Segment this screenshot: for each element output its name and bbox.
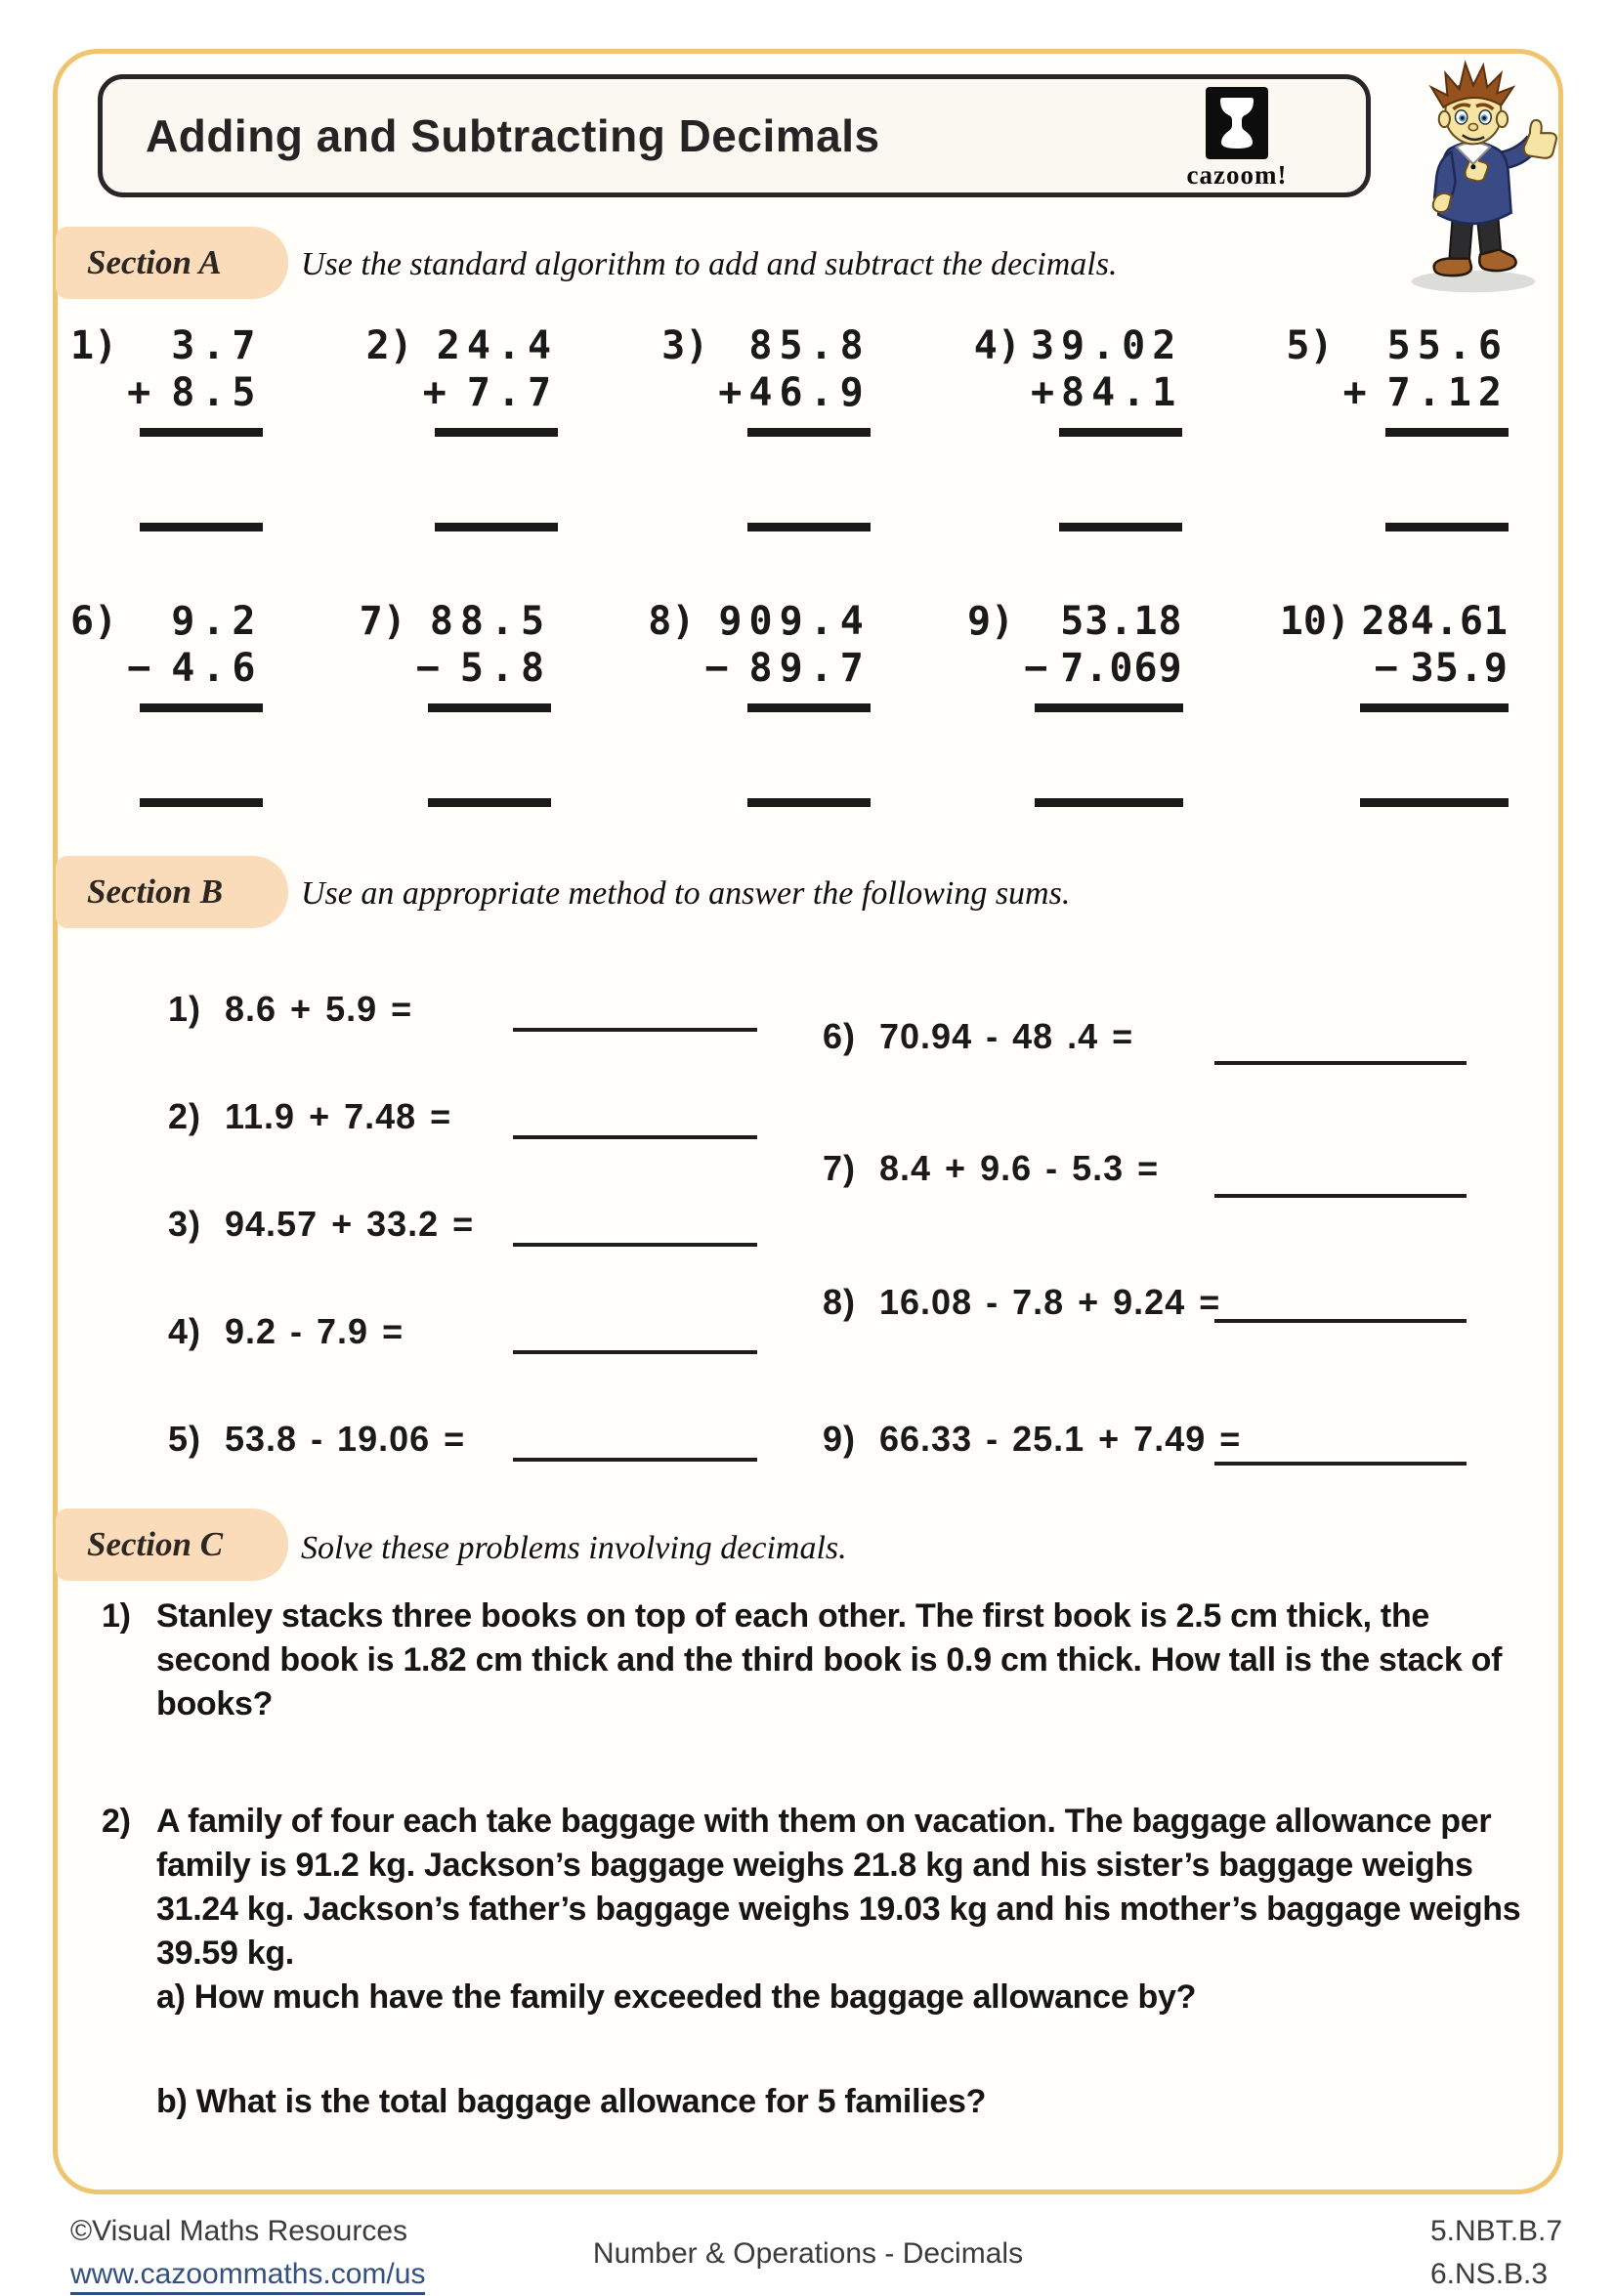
answer-line: [1214, 1462, 1467, 1466]
answer-line: [140, 798, 263, 807]
operand-bottom: 4.6: [171, 646, 263, 691]
problem-number: 9): [823, 1419, 857, 1459]
sum-problem-2: [168, 1096, 451, 1137]
sum-problem-3: [168, 1204, 474, 1245]
operand-top: 88.5: [429, 599, 552, 644]
page-title: Adding and Subtracting Decimals: [146, 110, 880, 161]
problem-number: 2): [168, 1096, 202, 1136]
algorithm-problem-4: [974, 322, 1183, 531]
equals-bar: [435, 428, 558, 437]
answer-line: [747, 798, 871, 807]
operator: +: [1030, 370, 1062, 415]
algorithm-problem-3: [661, 322, 871, 531]
operand-top: 53.18: [1060, 599, 1183, 644]
operand-bottom: 7.069: [1060, 646, 1183, 691]
operand-top: 55.6: [1386, 323, 1509, 368]
algorithm-problem-5: [1286, 322, 1509, 531]
operand-bottom: 5.8: [459, 646, 552, 691]
section-b-instruction: Use an appropriate method to answer the following sums.: [301, 875, 1071, 912]
operator: +: [1342, 370, 1374, 415]
operator: −: [127, 646, 158, 691]
problem-number: 4): [973, 323, 1021, 368]
sum-problem-4: [168, 1311, 404, 1352]
footer-topic: Number & Operations - Decimals: [592, 2237, 1024, 2270]
operator: −: [1374, 646, 1399, 691]
copyright-text: ©Visual Maths Resources: [70, 2215, 408, 2247]
answer-line: [435, 523, 558, 531]
expression: 70.94 - 48 .4 =: [879, 1016, 1134, 1056]
operand-top: 24.4: [436, 323, 559, 368]
operand-top: 85.8: [748, 323, 871, 368]
expression: 11.9 + 7.48 =: [225, 1096, 452, 1136]
answer-line: [1214, 1061, 1467, 1065]
problem-text: A family of four each take baggage with them on vacation. The baggage allowance per family is 91.2 kg. Jackson’s baggage weighs 21.8 kg and his sister’s baggage weighs 31.24 kg. Jackson’s father’s baggage weighs 19.03 kg and his mother’s baggage weighs 39.59 kg.: [156, 1803, 1521, 1972]
problem-number: 1): [168, 989, 202, 1029]
footer-standards: [1430, 2210, 1562, 2296]
operator: +: [718, 370, 749, 415]
website-link[interactable]: www.cazoommaths.com/us: [70, 2257, 425, 2295]
sum-problem-6: [823, 1016, 1133, 1057]
expression: 66.33 - 25.1 + 7.49 =: [879, 1419, 1242, 1459]
problem-number: 8): [823, 1282, 857, 1322]
answer-line: [1385, 523, 1509, 531]
section-a-row-1: [70, 322, 1509, 531]
expression: 94.57 + 33.2 =: [225, 1204, 475, 1244]
problem-number: 8): [648, 599, 696, 644]
sum-problem-5: [168, 1419, 465, 1460]
cazoom-logo: [1169, 87, 1305, 191]
problem-number: 3): [168, 1204, 202, 1244]
expression: 8.4 + 9.6 - 5.3 =: [879, 1148, 1160, 1188]
problem-number: 6): [823, 1016, 857, 1056]
equals-bar: [747, 428, 871, 437]
problem-number: 7): [359, 599, 406, 644]
operator: −: [415, 646, 447, 691]
problem-number: 7): [823, 1148, 857, 1188]
operand-bottom: 84.1: [1061, 370, 1183, 415]
answer-line: [428, 798, 551, 807]
footer-attribution: [70, 2210, 425, 2296]
section-c-instruction: Solve these problems involving decimals.: [301, 1530, 847, 1566]
operand-top: 3.7: [171, 323, 263, 368]
word-problem-2: [102, 1800, 1526, 2124]
equals-bar: [140, 428, 263, 437]
problem-number: 4): [168, 1311, 202, 1351]
section-c-label: Section C: [56, 1509, 288, 1581]
problem-number: 5): [168, 1419, 202, 1459]
operator: +: [422, 370, 453, 415]
sub-question-b: b) What is the total baggage allowance for 5 families?: [156, 2083, 987, 2120]
answer-line: [513, 1135, 757, 1139]
algorithm-problem-6: [70, 598, 263, 807]
sum-problem-8: [823, 1282, 1220, 1323]
equals-bar: [1360, 703, 1509, 712]
answer-line: [1059, 523, 1182, 531]
sum-problem-9: [823, 1419, 1241, 1460]
problem-number: 9): [966, 599, 1015, 644]
operand-top: 909.4: [718, 599, 871, 644]
equals-bar: [1035, 703, 1183, 712]
expression: 53.8 - 19.06 =: [225, 1419, 466, 1459]
algorithm-problem-7: [360, 598, 552, 807]
section-a-label: Section A: [56, 227, 288, 299]
answer-line: [513, 1458, 757, 1462]
operator: −: [1024, 646, 1049, 691]
operator: −: [704, 646, 736, 691]
answer-line: [140, 523, 263, 531]
operand-bottom: 7.12: [1386, 370, 1509, 415]
algorithm-problem-1: [70, 322, 263, 531]
problem-number: 5): [1286, 323, 1334, 368]
equals-bar: [428, 703, 551, 712]
algorithm-problem-9: [967, 598, 1183, 807]
problem-number: 2): [365, 323, 413, 368]
operator: +: [127, 370, 158, 415]
answer-line: [513, 1243, 757, 1247]
problem-text: Stanley stacks three books on top of each other. The first book is 2.5 cm thick, the second book is 1.82 cm thick and the third book is 0.9 cm thick. How tall is the stack of books?: [156, 1597, 1503, 1722]
djembe-drum-icon: [1206, 87, 1268, 159]
answer-line: [1360, 798, 1509, 807]
operand-bottom: 8.5: [171, 370, 263, 415]
operand-bottom: 7.7: [466, 370, 559, 415]
section-a-row-2: [70, 598, 1509, 807]
answer-line: [513, 1350, 757, 1354]
problem-number: 1): [102, 1597, 131, 1635]
equals-bar: [1385, 428, 1509, 437]
equals-bar: [747, 703, 871, 712]
algorithm-problem-10: [1280, 598, 1509, 807]
problem-number: 10): [1279, 599, 1350, 644]
title-box: [98, 74, 1371, 197]
sum-problem-1: [168, 989, 412, 1030]
operand-bottom: 89.7: [748, 646, 871, 691]
sum-problem-7: [823, 1148, 1159, 1189]
equals-bar: [1059, 428, 1182, 437]
operand-top: 9.2: [171, 599, 263, 644]
operand-top: 284.61: [1361, 599, 1509, 644]
logo-wordmark: cazoom!: [1186, 160, 1288, 190]
operand-top: 39.02: [1030, 323, 1183, 368]
answer-line: [1214, 1194, 1467, 1198]
equals-bar: [140, 703, 263, 712]
expression: 8.6 + 5.9 =: [225, 989, 413, 1029]
operand-bottom: 46.9: [748, 370, 871, 415]
section-b-label: Section B: [56, 856, 288, 928]
problem-number: 6): [70, 599, 118, 644]
problem-number: 3): [661, 323, 709, 368]
answer-line: [747, 523, 871, 531]
algorithm-problem-8: [648, 598, 871, 807]
word-problem-1: [102, 1594, 1526, 1726]
answer-line: [513, 1028, 757, 1032]
problem-number: 2): [102, 1803, 131, 1840]
standard-code-2: 6.NS.B.3: [1430, 2258, 1549, 2290]
algorithm-problem-2: [366, 322, 559, 531]
mascot-illustration: [1374, 53, 1583, 297]
section-a-instruction: Use the standard algorithm to add and subtract the decimals.: [301, 246, 1118, 282]
answer-line: [1214, 1319, 1467, 1323]
expression: 16.08 - 7.8 + 9.24 =: [879, 1282, 1221, 1322]
answer-line: [1035, 798, 1183, 807]
sub-question-a: a) How much have the family exceeded the baggage allowance by?: [156, 1978, 1197, 2016]
expression: 9.2 - 7.9 =: [225, 1311, 404, 1351]
operand-bottom: 35.9: [1410, 646, 1509, 691]
standard-code-1: 5.NBT.B.7: [1430, 2215, 1563, 2247]
problem-number: 1): [70, 323, 118, 368]
